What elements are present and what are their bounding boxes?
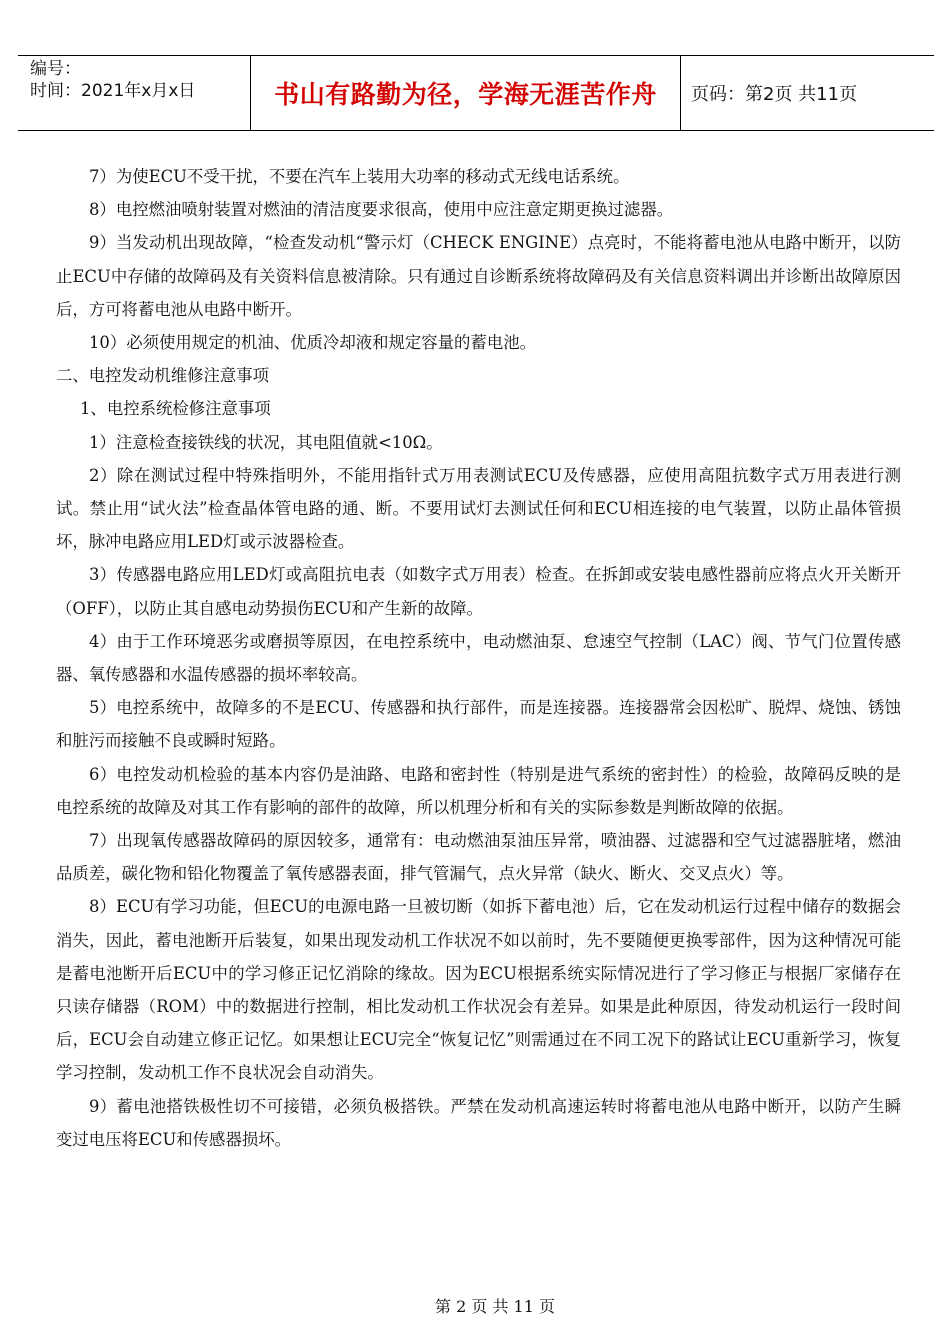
document-code-label: 编号： (30, 59, 81, 79)
header-motto: 书山有路勤为径，学海无涯苦作舟 (251, 56, 681, 130)
paragraph: 9）蓄电池搭铁极性切不可接错，必须负极搭铁。严禁在发动机高速运转时将蓄电池从电路中断开，以防产生瞬变过电压将ECU和传感器损坏。 (56, 1096, 901, 1149)
page-footer: 第 2 页 共 11 页 (435, 1297, 555, 1316)
paragraph: 7）为使ECU不受干扰，不要在汽车上装用大功率的移动式无线电话系统。 (89, 167, 630, 186)
paragraph: 8）电控燃油喷射装置对燃油的清洁度要求很高，使用中应注意定期更换过滤器。 (89, 200, 674, 220)
page-header (18, 55, 934, 131)
paragraph: 4）由于工作环境恶劣或磨损等原因，在电控系统中，电动燃油泵、怠速空气控制（LAC）阀、节气门位置传感器、氧传感器和水温传感器的损坏率较高。 (56, 631, 901, 685)
paragraph: 1）注意检查接铁线的状况，其电阻值就<10Ω。 (89, 432, 443, 452)
paragraph: 10）必须使用规定的机油、优质冷却液和规定容量的蓄电池。 (89, 333, 537, 353)
section-heading: 二、电控发动机维修注意事项 (56, 366, 270, 386)
paragraph: 9）当发动机出现故障，“检查发动机“警示灯（CHECK ENGINE）点亮时，不能将蓄电池从电路中断开，以防止ECU中存储的故障码及有关资料信息被清除。只有通过自诊断系统将故障码及有关信息资料调出并诊断出故障原因后，方可将蓄电池从电路中断开。 (56, 233, 901, 319)
paragraph: 6）电控发动机检验的基本内容仍是油路、电路和密封性（特别是进气系统的密封性）的检验，故障码反映的是电控系统的故障及对其工作有影响的部件的故障，所以机理分析和有关的实际参数是判断故障的依据。 (56, 764, 901, 817)
subsection-heading: 1、电控系统检修注意事项 (80, 399, 271, 419)
document-body (56, 160, 901, 1156)
header-info-cell (18, 56, 251, 130)
header-page-number: 页码：第2页 共11页 (691, 84, 858, 105)
document-date: 时间：2021年x月x日 (30, 81, 196, 101)
paragraph: 7）出现氧传感器故障码的原因较多，通常有：电动燃油泵油压异常，喷油器、过滤器和空气过滤器脏堵，燃油品质差，碳化物和铅化物覆盖了氧传感器表面，排气管漏气，点火异常（缺火、断火、交叉点火）等。 (56, 831, 901, 884)
paragraph: 2）除在测试过程中特殊指明外，不能用指针式万用表测试ECU及传感器，应使用高阻抗数字式万用表进行测试。禁止用“试火法”检查晶体管电路的通、断。不要用试灯去测试任何和ECU相连接的电气装置，以防止晶体管损坏，脉冲电路应用LED灯或示波器检查。 (56, 465, 901, 552)
paragraph: 3）传感器电路应用LED灯或高阻抗电表（如数字式万用表）检查。在拆卸或安装电感性器前应将点火开关断开（OFF），以防止其自感电动势损伤ECU和产生新的故障。 (56, 565, 901, 618)
paragraph: 5）电控系统中，故障多的不是ECU、传感器和执行部件，而是连接器。连接器常会因松旷、脱焊、烧蚀、锈蚀和脏污而接触不良或瞬时短路。 (56, 698, 901, 751)
paragraph: 8）ECU有学习功能，但ECU的电源电路一旦被切断（如拆下蓄电池）后，它在发动机运行过程中储存的数据会消失，因此，蓄电池断开后装复，如果出现发动机工作状况不如以前时，先不要随便更换零部件，因为这种情况可能是蓄电池断开后ECU中的学习修正记忆消除的缘故。因为ECU根据系统实际情况进行了学习修正与根据厂家储存在只读存储器（ROM）中的数据进行控制，相比发动机工作状况会有差异。如果是此种原因，待发动机运行一段时间后，ECU会自动建立修正记忆。如果想让ECU完全“恢复记忆”则需通过在不同工况下的路试让ECU重新学习，恢复学习控制，发动机工作不良状况会自动消失。 (56, 897, 901, 1083)
